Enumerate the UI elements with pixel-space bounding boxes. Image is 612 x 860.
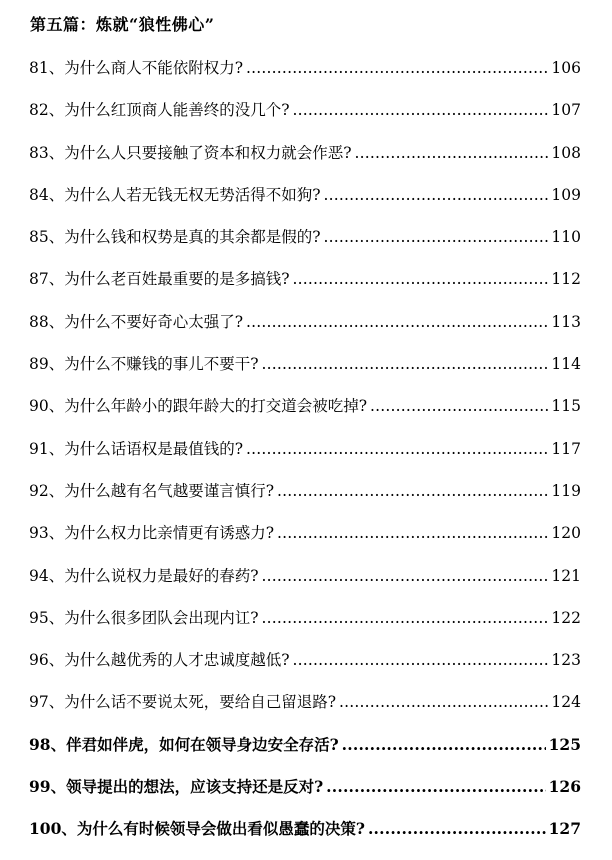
toc-entry-title: 100、为什么有时候领导会做出看似愚蠢的决策? [29, 819, 365, 839]
toc-page-number: 109 [551, 185, 581, 204]
toc-entry[interactable] [29, 564, 581, 606]
section-heading: 第五篇：炼就“狼性佛心” [30, 15, 215, 34]
toc-page-number: 124 [551, 693, 581, 712]
toc-page-number: 127 [548, 819, 581, 839]
toc-page-number: 122 [551, 608, 581, 627]
toc-page-number: 110 [551, 228, 581, 247]
toc-page-number: 120 [551, 524, 581, 543]
dot-leader [246, 313, 548, 331]
toc-entry-title: 87、为什么老百姓最重要的是多搞钱? [29, 270, 290, 289]
toc-entry[interactable] [29, 56, 581, 98]
dot-leader [262, 609, 549, 627]
toc-page-number: 108 [551, 143, 581, 162]
toc-entry-title: 85、为什么钱和权势是真的其余都是假的? [29, 228, 321, 247]
dot-leader [326, 777, 545, 796]
dot-leader [277, 482, 548, 500]
toc-entry[interactable] [29, 479, 581, 521]
toc-entry-title: 92、为什么越有名气越要谨言慎行? [29, 481, 275, 500]
toc-entry-title: 96、为什么越优秀的人才忠诚度越低? [29, 651, 290, 670]
toc-entry-title: 98、伴君如伴虎，如何在领导身边安全存活? [29, 734, 339, 754]
dot-leader [339, 693, 548, 711]
dot-leader [277, 524, 548, 542]
toc-entry-title: 89、为什么不赚钱的事儿不要干? [29, 355, 259, 374]
dot-leader [342, 735, 546, 754]
dot-leader [262, 567, 549, 585]
toc-entry-title: 81、为什么商人不能依附权力? [29, 59, 244, 77]
toc-entry-title: 93、为什么权力比亲情更有诱惑力? [29, 524, 275, 543]
toc-entry[interactable] [29, 310, 581, 352]
toc-entry-title: 94、为什么说权力是最好的春药? [29, 566, 259, 585]
toc-entry[interactable] [29, 521, 581, 563]
toc-page-number: 115 [551, 397, 581, 416]
dot-leader [324, 186, 549, 204]
dot-leader [246, 440, 548, 458]
toc-page-number: 114 [551, 355, 581, 374]
dot-leader [262, 355, 549, 373]
toc-page-number: 123 [551, 651, 581, 670]
toc-entry[interactable] [29, 267, 581, 309]
toc-entry[interactable] [29, 648, 581, 690]
toc-page-number: 113 [551, 312, 581, 331]
toc-entry[interactable] [29, 394, 581, 436]
toc-entry-title: 95、为什么很多团队会出现内讧? [29, 608, 259, 627]
toc-entry[interactable] [29, 775, 581, 817]
toc-entry[interactable] [29, 98, 581, 140]
toc-entry[interactable] [29, 690, 581, 732]
toc-entry-title: 97、为什么话不要说太死，要给自己留退路? [29, 693, 337, 712]
dot-leader [246, 59, 548, 77]
toc-entry-title: 88、为什么不要好奇心太强了? [29, 312, 244, 331]
toc-entry-title: 83、为什么人只要接触了资本和权力就会作恶? [29, 143, 352, 162]
toc-entry-title: 82、为什么红顶商人能善终的没几个? [29, 101, 290, 120]
toc-entry-title: 91、为什么话语权是最值钱的? [29, 439, 244, 458]
toc-page-number: 126 [548, 777, 581, 797]
dot-leader [293, 651, 549, 669]
toc-page-number: 112 [551, 270, 581, 289]
dot-leader [370, 397, 548, 415]
toc-entry[interactable] [29, 437, 581, 479]
toc-entry[interactable] [29, 817, 581, 859]
table-of-contents [29, 56, 581, 860]
toc-page-number: 121 [551, 566, 581, 585]
toc-page-number: 106 [551, 59, 581, 77]
toc-entry-title: 84、为什么人若无钱无权无势活得不如狗? [29, 185, 321, 204]
dot-leader [293, 101, 549, 119]
dot-leader [324, 228, 549, 246]
toc-entry[interactable] [29, 183, 581, 225]
toc-entry[interactable] [29, 352, 581, 394]
dot-leader [293, 270, 549, 288]
toc-page-number: 119 [551, 481, 581, 500]
toc-entry[interactable] [29, 606, 581, 648]
dot-leader [368, 819, 546, 838]
toc-entry[interactable] [29, 225, 581, 267]
toc-entry-title: 90、为什么年龄小的跟年龄大的打交道会被吃掉? [29, 397, 368, 416]
dot-leader [355, 144, 549, 162]
toc-entry[interactable] [29, 141, 581, 183]
toc-page-number: 107 [551, 101, 581, 120]
toc-entry-title: 99、领导提出的想法，应该支持还是反对? [29, 777, 324, 797]
toc-entry[interactable] [29, 733, 581, 775]
toc-page-number: 117 [551, 439, 581, 458]
toc-page-number: 125 [548, 734, 581, 754]
